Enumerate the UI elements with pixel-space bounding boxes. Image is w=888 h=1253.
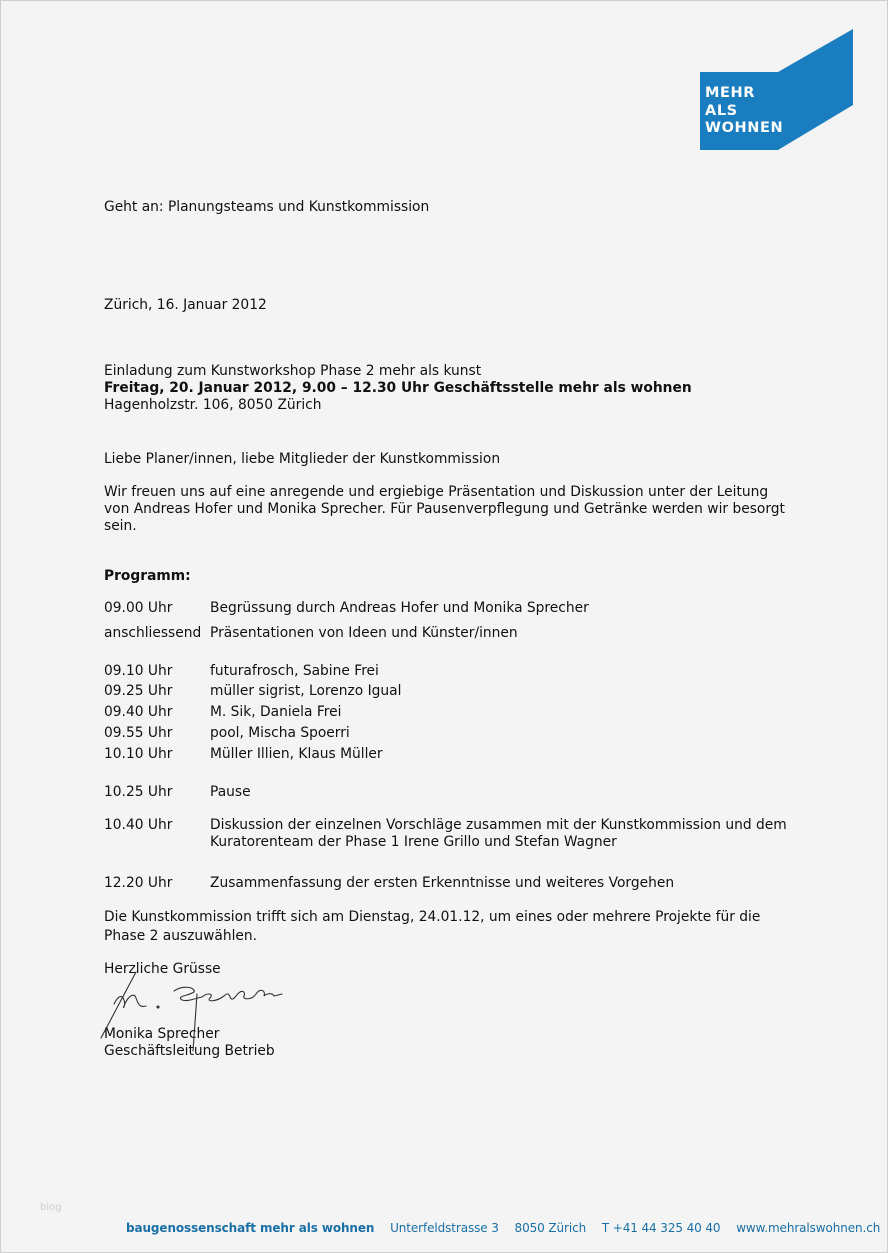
- program-desc: pool, Mischa Spoerri: [210, 725, 350, 741]
- program-time: 09.00 Uhr: [104, 600, 173, 616]
- greeting: Herzliche Grüsse: [104, 961, 221, 977]
- recipient-line: Geht an: Planungsteams und Kunstkommission: [104, 199, 430, 215]
- intro-text: sein.: [104, 518, 137, 534]
- footer-phone: T +41 44 325 40 40: [601, 1221, 721, 1235]
- program-desc: Diskussion der einzelnen Vorschläge zusammen mit der Kunstkommission und dem: [210, 817, 787, 833]
- program-time: 10.25 Uhr: [104, 784, 173, 800]
- signer-title: Geschäftsleitung Betrieb: [104, 1043, 275, 1059]
- program-desc: Müller Illien, Klaus Müller: [210, 746, 383, 762]
- closing-text: Die Kunstkommission trifft sich am Dienstag, 24.01.12, um eines oder mehrere Projekte für die: [104, 909, 761, 925]
- program-time: 09.10 Uhr: [104, 663, 173, 679]
- subject-line: Einladung zum Kunstworkshop Phase 2 mehr als kunst: [104, 363, 482, 379]
- program-desc: Präsentationen von Ideen und Künster/innen: [210, 625, 518, 641]
- footer-address: [126, 1221, 888, 1235]
- intro-text: Wir freuen uns auf eine anregende und ergiebige Präsentation und Diskussion unter der Leitung: [104, 484, 769, 500]
- footer-website[interactable]: www.mehralswohnen.ch: [736, 1221, 881, 1235]
- program-time: 09.25 Uhr: [104, 683, 173, 699]
- salutation: Liebe Planer/innen, liebe Mitglieder der Kunstkommission: [104, 451, 501, 467]
- program-time: anschliessend: [104, 625, 202, 641]
- program-time: 09.40 Uhr: [104, 704, 173, 720]
- program-desc: Pause: [210, 784, 251, 800]
- program-desc: Kuratorenteam der Phase 1 Irene Grillo und Stefan Wagner: [210, 834, 617, 850]
- signer-name: Monika Sprecher: [104, 1026, 220, 1042]
- logo-text: [705, 85, 783, 138]
- program-desc: futurafrosch, Sabine Frei: [210, 663, 379, 679]
- footer-city: 8050 Zürich: [514, 1221, 587, 1235]
- program-time: 10.10 Uhr: [104, 746, 173, 762]
- program-desc: M. Sik, Daniela Frei: [210, 704, 342, 720]
- logo-line: ALS: [705, 102, 738, 119]
- program-heading: Programm:: [104, 568, 191, 584]
- footer-organization: baugenossenschaft mehr als wohnen: [126, 1221, 375, 1235]
- watermark-text: blog: [40, 1202, 62, 1213]
- program-time: 09.55 Uhr: [104, 725, 173, 741]
- place-date: Zürich, 16. Januar 2012: [104, 297, 267, 313]
- footer-street: Unterfeldstrasse 3: [390, 1221, 499, 1235]
- logo-line: MEHR: [705, 85, 756, 101]
- logo-line: WOHNEN: [705, 120, 784, 136]
- intro-text: von Andreas Hofer und Monika Sprecher. Für Pausenverpflegung und Getränke werden wir besorgt: [104, 501, 785, 517]
- program-time: 10.40 Uhr: [104, 817, 173, 833]
- program-desc: Zusammenfassung der ersten Erkenntnisse und weiteres Vorgehen: [210, 875, 675, 891]
- subject-date-location: Freitag, 20. Januar 2012, 9.00 – 12.30 Uhr Geschäftsstelle mehr als wohnen: [104, 380, 692, 396]
- program-desc: Begrüssung durch Andreas Hofer und Monika Sprecher: [210, 600, 589, 616]
- closing-text: Phase 2 auszuwählen.: [104, 928, 258, 944]
- program-time: 12.20 Uhr: [104, 875, 173, 891]
- subject-address: Hagenholzstr. 106, 8050 Zürich: [104, 397, 322, 413]
- program-desc: müller sigrist, Lorenzo Igual: [210, 683, 402, 699]
